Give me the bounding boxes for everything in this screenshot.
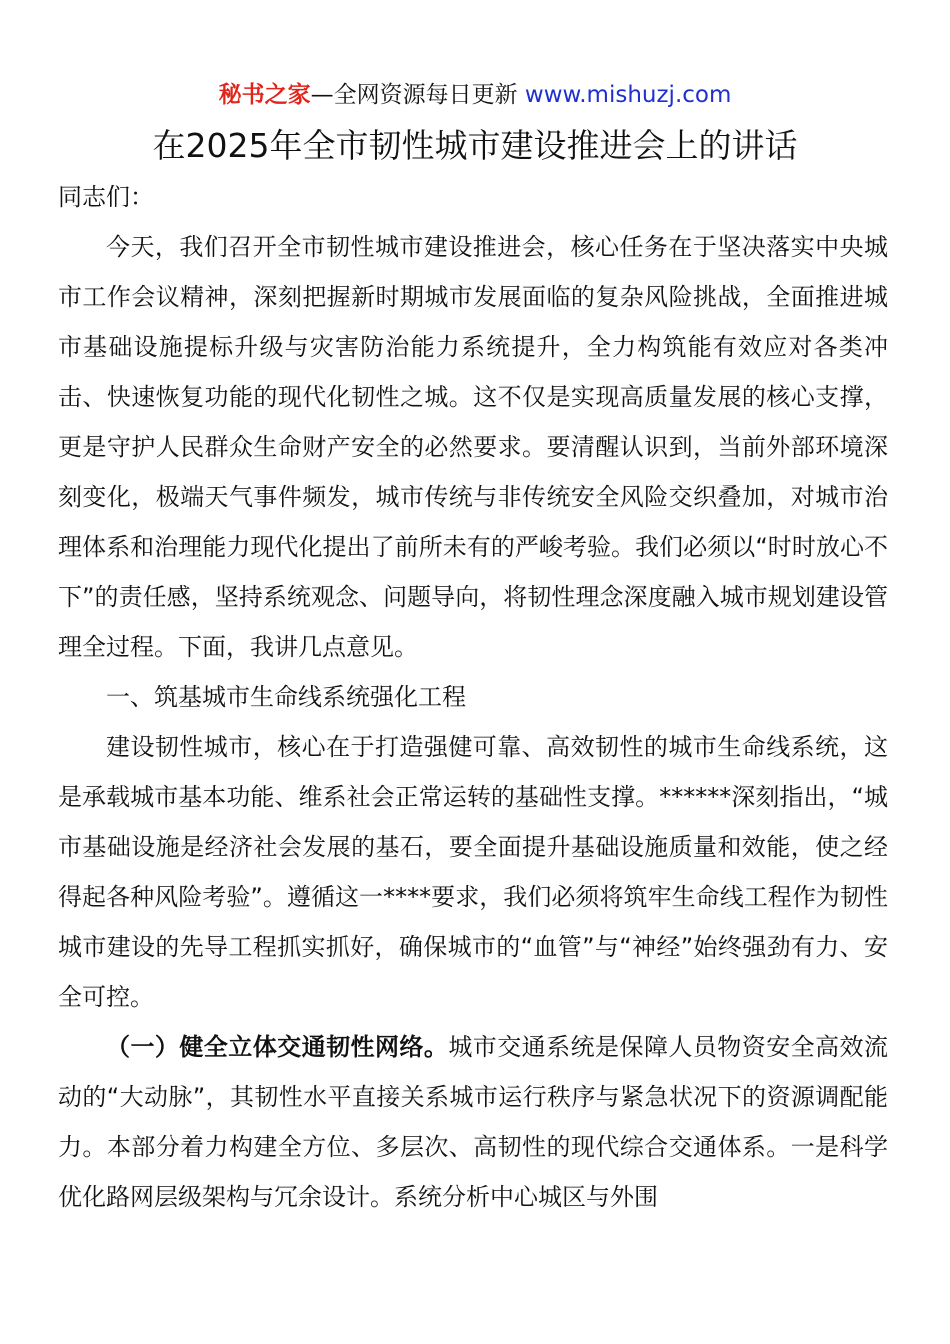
subsection-heading: （一）健全立体交通韧性网络。: [106, 1033, 449, 1061]
document-body: [58, 172, 888, 1222]
site-brand: 秘书之家: [218, 82, 311, 108]
paragraph-intro: 今天，我们召开全市韧性城市建设推进会，核心任务在于坚决落实中央城市工作会议精神，深刻把握新时期城市发展面临的复杂风险挑战，全面推进城市基础设施提标升级与灾害防治能力系统提升，全力构筑能有效应对各类冲击、快速恢复功能的现代化韧性之城。这不仅是实现高质量发展的核心支撑，更是守护人民群众生命财产安全的必然要求。要清醒认识到，当前外部环境深刻变化，极端天气事件频发，城市传统与非传统安全风险交织叠加，对城市治理体系和治理能力现代化提出了前所未有的严峻考验。我们必须以“时时放心不下”的责任感，坚持系统观念、问题导向，将韧性理念深度融入城市规划建设管理全过程。下面，我讲几点意见。: [58, 233, 888, 661]
paragraph-transport: [58, 1022, 888, 1222]
paragraph-transport-text: 城市交通系统是保障人员物资安全高效流动的“大动脉”，其韧性水平直接关系城市运行秩序与紧急状况下的资源调配能力。本部分着力构建全方位、多层次、高韧性的现代综合交通体系。一是科学优化路网层级架构与冗余设计。系统分析中心城区与外围: [58, 1033, 889, 1211]
site-header: [0, 78, 950, 112]
salutation: 同志们：: [58, 183, 154, 211]
site-tagline: —全网资源每日更新: [310, 82, 525, 108]
document-title: 在2025年全市韧性城市建设推进会上的讲话: [152, 126, 798, 165]
section-heading: 一、筑基城市生命线系统强化工程: [106, 683, 466, 711]
site-url[interactable]: www.mishuzj.com: [524, 82, 732, 108]
paragraph-lifeline: 建设韧性城市，核心在于打造强健可靠、高效韧性的城市生命线系统，这是承载城市基本功能、维系社会正常运转的基础性支撑。******深刻指出，“城市基础设施是经济社会发展的基石，要全面提升基础设施质量和效能，使之经得起各种风险考验”。遵循这一****要求，我们必须将筑牢生命线工程作为韧性城市建设的先导工程抓实抓好，确保城市的“血管”与“神经”始终强劲有力、安全可控。: [58, 733, 888, 1011]
